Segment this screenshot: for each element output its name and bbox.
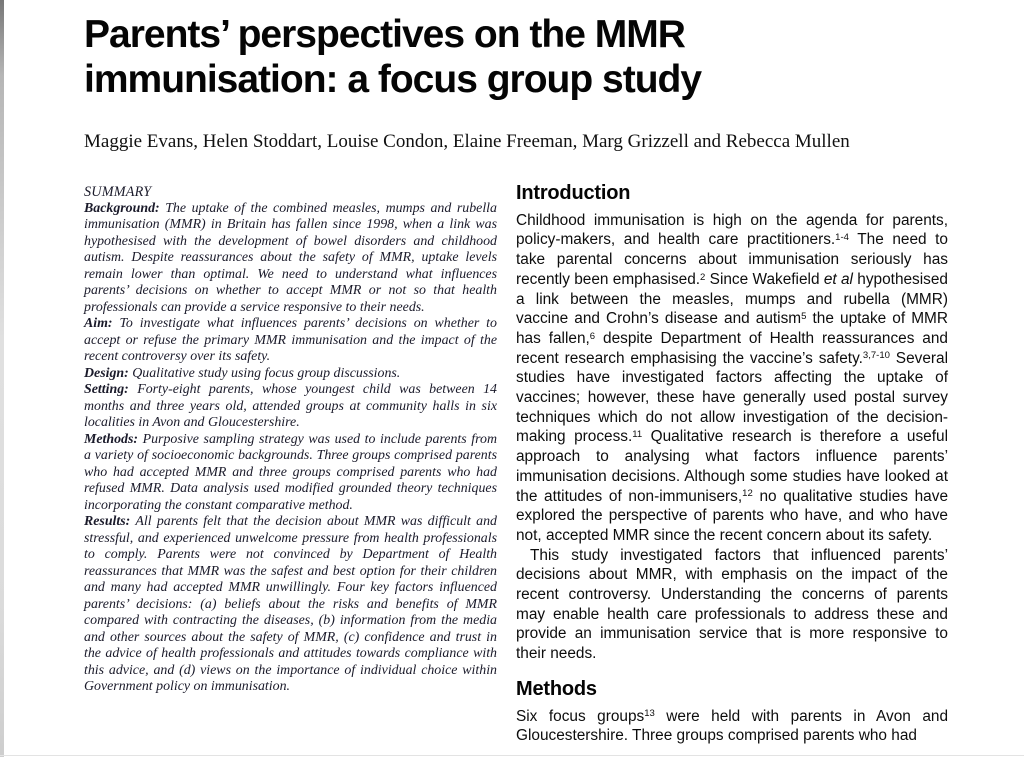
page-left-edge — [0, 0, 4, 757]
summary-item-label: Background: — [84, 200, 160, 216]
summary-heading: SUMMARY — [84, 184, 152, 200]
methods-heading: Methods — [516, 677, 597, 700]
summary-item-label: Methods: — [84, 431, 139, 447]
page-bottom-edge — [0, 755, 1024, 756]
title-line-2: immunisation: a focus group study — [84, 58, 702, 101]
main-text-column — [516, 184, 948, 746]
summary-section — [84, 184, 497, 746]
introduction-paragraph-1: Childhood immunisation is high on the agenda for parents, policy-makers, and health care practitioners.$^{1-4}$ The need to take parental concerns about immunisation seriously has recently been emphasised.$^2$ Since Wakefield et al hypothesised a link between the measles, mumps and rubella (MMR) vaccine and Crohn’s disease and autism$^5$ the uptake of MMR has fallen,$^6$ despite Department of Health reassurances and recent research emphasising the vaccine’s safety.$^{3,7-10}$ Several studies have investigated factors affecting the uptake of vaccines; however, these have generally used postal survey techniques which do not allow investigation of the decision-making process.$^{11}$ Qualitative research is therefore a useful approach to analysing what factors influence parents’ immunisation decisions. Although some studies have looked at the attitudes of non-immunisers,$^{12}$ no qualitative studies have explored the perspective of parents who have, and who have not, accepted MMR since the recent concern about its safety. — [516, 211, 948, 544]
summary-item-text: To investigate what influences parents’ decisions on whether to accept or refuse the primary MMR immunisation and the impact of the recent controversy over its safety. — [84, 316, 497, 364]
summary-item-label: Aim: — [84, 316, 113, 331]
summary-item-label: Results: — [84, 514, 131, 529]
summary-item — [84, 201, 497, 317]
summary-item — [84, 316, 497, 366]
introduction-heading: Introduction — [516, 182, 631, 204]
authors-line: Maggie Evans, Helen Stoddart, Louise Condon, Elaine Freeman, Marg Grizzell and Rebecca Mullen — [84, 131, 850, 152]
summary-item-text: Purposive sampling strategy was used to include parents from a variety of socioeconomic backgrounds. Three groups comprised parents who had accepted MMR and three groups comprised parents who had refused MMR. Data analysis used modified grounded theory techniques incorporating the constant comparative method. — [84, 431, 497, 513]
title-line-1: Parents’ perspectives on the MMR — [84, 13, 685, 56]
page-title — [84, 12, 948, 102]
methods-paragraph-1: Six focus groups$^{13}$ were held with parents in Avon and Gloucestershire. Three groups comprised parents who had — [516, 707, 948, 745]
summary-item-text: The uptake of the combined measles, mumps and rubella immunisation (MMR) in Britain has fallen since 1998, when a link was hypothesised with the development of bowel disorders and childhood autism. Despite reassurances about the safety of MMR, uptake levels remain lower than optimal. We need to understand what influences parents’ decisions on whether to accept MMR or not so that health professionals can provide a service responsive to their needs. — [84, 200, 497, 315]
summary-item — [84, 514, 497, 696]
summary-item-text: All parents felt that the decision about MMR was difficult and stressful, and experienced unwelcome pressure from health professionals to comply. Parents were not convinced by Department of Health reassurances that MMR was the safest and best option for their children and many had accepted MMR unwillingly. Four key factors influenced parents’ decisions: (a) beliefs about the risks and benefits of MMR compared with contracting the diseases, (b) information from the media and other sources about the safety of MMR, (c) confidence and trust in the advice of health professionals and attitudes towards compliance with this advice, and (d) views on the importance of individual choice within Government policy on immunisation. — [84, 514, 497, 694]
summary-item-label: Setting: — [84, 382, 129, 397]
summary-item-label: Design: — [84, 365, 129, 381]
summary-item — [84, 382, 497, 432]
summary-item — [84, 432, 497, 515]
summary-item-text: Forty-eight parents, whose youngest child was between 14 months and three years old, attended groups at community halls in six localities in Avon and Gloucestershire. — [84, 382, 497, 430]
introduction-paragraph-2: This study investigated factors that influenced parents’ decisions about MMR, with emphasis on the impact of the recent controversy. Understanding the concerns of parents may enable health care professionals to address these and provide an immunisation service that is more responsive to their needs. — [516, 546, 948, 663]
summary-item — [84, 366, 497, 383]
summary-item-text: Qualitative study using focus group discussions. — [132, 365, 401, 381]
two-column-body — [84, 184, 948, 746]
